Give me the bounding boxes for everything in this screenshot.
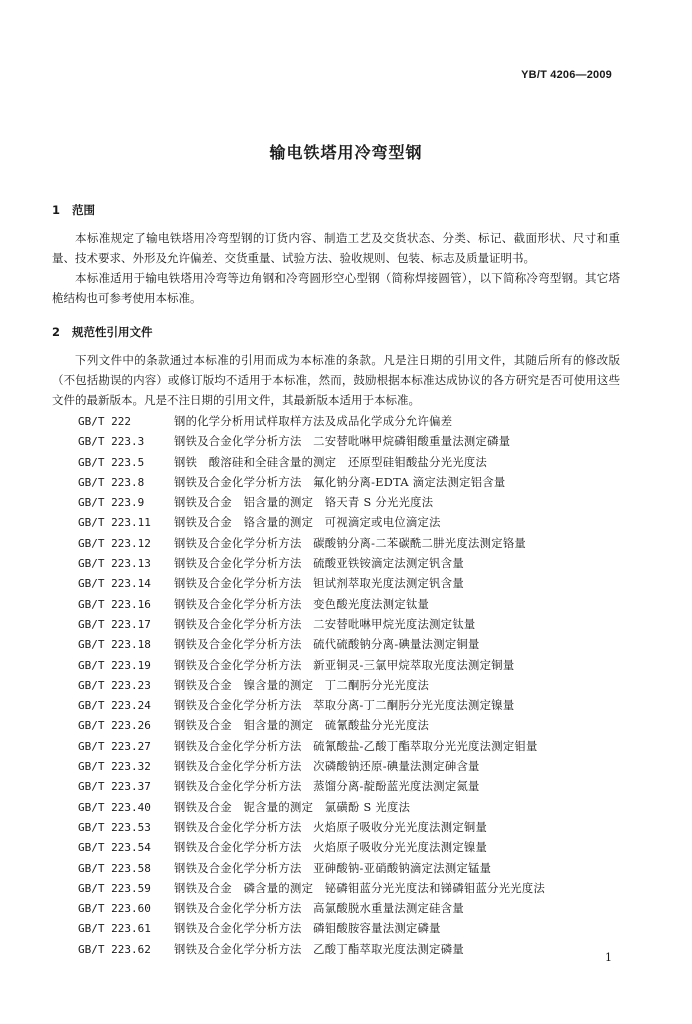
reference-item — [78, 473, 545, 493]
reference-item — [78, 432, 545, 452]
reference-code: GB/T 223.37 — [78, 780, 151, 794]
reference-title: 钢铁及合金化学分析方法 钽试剂萃取光度法测定钒含量 — [174, 577, 464, 591]
reference-item — [78, 838, 545, 858]
reference-title: 钢铁及合金化学分析方法 磷钼酸胺容量法测定磷量 — [174, 922, 441, 936]
reference-title: 钢铁及合金化学分析方法 次磷酸钠还原-碘量法测定砷含量 — [174, 760, 480, 774]
reference-title: 钢铁及合金 磷含量的测定 铋磷钼蓝分光光度法和锑磷钼蓝分光光度法 — [174, 881, 546, 895]
reference-item — [78, 940, 545, 960]
reference-code: GB/T 223.8 — [78, 475, 145, 489]
reference-code: GB/T 223.32 — [78, 760, 151, 774]
normative-references-list — [78, 412, 545, 960]
reference-item — [78, 757, 545, 777]
reference-code: GB/T 223.27 — [78, 739, 151, 753]
reference-code: GB/T 223.58 — [78, 861, 151, 875]
reference-code: GB/T 223.59 — [78, 881, 151, 895]
reference-title: 钢铁及合金化学分析方法 硫代硫酸钠分离-碘量法测定铜量 — [174, 638, 480, 652]
reference-item — [78, 453, 545, 473]
reference-code: GB/T 223.11 — [78, 516, 151, 530]
reference-code: GB/T 223.60 — [78, 902, 151, 916]
document-title: 输电铁塔用冷弯型钢 — [269, 143, 423, 162]
reference-code: GB/T 223.26 — [78, 719, 151, 733]
applicability-paragraph: 本标准适用于输电铁塔用冷弯等边角钢和冷弯圆形空心型钢（简称焊接圆管），以下简称冷弯型钢。其它塔桅结构也可参考使用本标准。 — [52, 271, 620, 305]
reference-item — [78, 798, 545, 818]
scope-paragraph: 本标准规定了输电铁塔用冷弯型钢的订货内容、制造工艺及交货状态、分类、标记、截面形状、尺寸和重量、技术要求、外形及允许偏差、交货重量、试验方法、验收规则、包装、标志及质量证明书。 — [52, 231, 620, 265]
reference-code: GB/T 223.14 — [78, 577, 151, 591]
reference-title: 钢铁及合金 铝含量的测定 铬天青 S 分光光度法 — [174, 496, 434, 510]
reference-item — [78, 777, 545, 797]
reference-code: GB/T 223.23 — [78, 678, 151, 692]
section-title: 规范性引用文件 — [72, 325, 153, 339]
reference-title: 钢铁及合金 镍含量的测定 丁二酮肟分光光度法 — [174, 678, 430, 692]
reference-title: 钢铁及合金化学分析方法 蒸馏分离-靛酚蓝光度法测定氮量 — [174, 780, 480, 794]
section-title: 范围 — [72, 203, 95, 217]
reference-title: 钢铁 酸溶硅和全硅含量的测定 还原型硅钼酸盐分光光度法 — [174, 455, 488, 469]
reference-title: 钢铁及合金化学分析方法 亚砷酸钠-亚硝酸钠滴定法测定锰量 — [174, 861, 492, 875]
reference-title: 钢的化学分析用试样取样方法及成品化学成分允许偏差 — [174, 415, 453, 428]
reference-title: 钢铁及合金化学分析方法 硫酸亚铁铵滴定法测定钒含量 — [174, 557, 464, 571]
reference-item — [78, 716, 545, 736]
reference-code: GB/T 223.19 — [78, 658, 151, 672]
reference-item — [78, 696, 545, 716]
reference-item — [78, 595, 545, 615]
reference-item — [78, 656, 545, 676]
section-number: 1 — [52, 203, 61, 217]
reference-item — [78, 879, 545, 899]
reference-code: GB/T 223.61 — [78, 922, 151, 936]
standard-code: YB/T 4206—2009 — [521, 69, 612, 81]
reference-title: 钢铁及合金化学分析方法 硫氰酸盐-乙酸丁酯萃取分光光度法测定钼量 — [174, 739, 538, 753]
reference-title: 钢铁及合金化学分析方法 二安替吡啉甲烷光度法测定钛量 — [174, 617, 476, 631]
reference-code: GB/T 223.13 — [78, 557, 151, 571]
reference-code: GB/T 223.54 — [78, 841, 151, 855]
reference-code: GB/T 223.53 — [78, 820, 151, 834]
reference-item — [78, 574, 545, 594]
reference-title: 钢铁及合金 铌含量的测定 氯磺酚 S 光度法 — [174, 800, 411, 814]
reference-item — [78, 899, 545, 919]
reference-code: GB/T 223.9 — [78, 496, 145, 510]
reference-item — [78, 737, 545, 757]
reference-item — [78, 818, 545, 838]
reference-item — [78, 534, 545, 554]
reference-code: GB/T 223.3 — [78, 435, 145, 449]
reference-code: GB/T 223.62 — [78, 942, 151, 956]
reference-title: 钢铁及合金化学分析方法 乙酸丁酯萃取光度法测定磷量 — [174, 942, 464, 956]
reference-item — [78, 635, 545, 655]
reference-title: 钢铁及合金化学分析方法 新亚铜灵-三氯甲烷萃取光度法测定铜量 — [174, 658, 515, 672]
reference-title: 钢铁及合金 钼含量的测定 硫氰酸盐分光光度法 — [174, 719, 430, 733]
reference-code: GB/T 223.24 — [78, 699, 151, 713]
reference-title: 钢铁及合金化学分析方法 火焰原子吸收分光光度法测定镍量 — [174, 841, 488, 855]
reference-item — [78, 412, 545, 432]
references-intro-paragraph: 下列文件中的条款通过本标准的引用而成为本标准的条款。凡是注日期的引用文件，其随后所有的修改版（不包括勘误的内容）或修订版均不适用于本标准，然而，鼓励根据本标准达成协议的各方研究是否可使用这些文件的最新版本。凡是不注日期的引用文件，其最新版本适用于本标准。 — [52, 353, 620, 407]
reference-code: GB/T 223.40 — [78, 800, 151, 814]
page-number: 1 — [605, 951, 612, 964]
reference-item — [78, 615, 545, 635]
reference-title: 钢铁及合金化学分析方法 萃取分离-丁二酮肟分光光度法测定镍量 — [174, 699, 515, 713]
reference-item — [78, 513, 545, 533]
reference-item — [78, 493, 545, 513]
reference-code: GB/T 223.18 — [78, 638, 151, 652]
reference-code: GB/T 222 — [78, 415, 131, 428]
reference-title: 钢铁及合金化学分析方法 二安替吡啉甲烷磷钼酸重量法测定磷量 — [174, 435, 511, 449]
reference-item — [78, 859, 545, 879]
reference-item — [78, 919, 545, 939]
reference-title: 钢铁及合金化学分析方法 变色酸光度法测定钛量 — [174, 597, 430, 611]
reference-title: 钢铁及合金化学分析方法 高氯酸脱水重量法测定硅含量 — [174, 902, 464, 916]
reference-code: GB/T 223.5 — [78, 455, 145, 469]
reference-title: 钢铁及合金化学分析方法 氟化钠分离-EDTA 滴定法测定铝含量 — [174, 475, 506, 489]
section-number: 2 — [52, 325, 61, 339]
reference-item — [78, 554, 545, 574]
reference-title: 钢铁及合金 铬含量的测定 可视滴定或电位滴定法 — [174, 516, 441, 530]
reference-code: GB/T 223.17 — [78, 617, 151, 631]
reference-code: GB/T 223.12 — [78, 536, 151, 550]
reference-title: 钢铁及合金化学分析方法 火焰原子吸收分光光度法测定铜量 — [174, 820, 488, 834]
section-1-heading — [52, 202, 95, 218]
reference-title: 钢铁及合金化学分析方法 碳酸钠分离-二苯碳酰二肼光度法测定铬量 — [174, 536, 527, 550]
reference-item — [78, 676, 545, 696]
reference-code: GB/T 223.16 — [78, 597, 151, 611]
section-2-heading — [52, 324, 153, 340]
